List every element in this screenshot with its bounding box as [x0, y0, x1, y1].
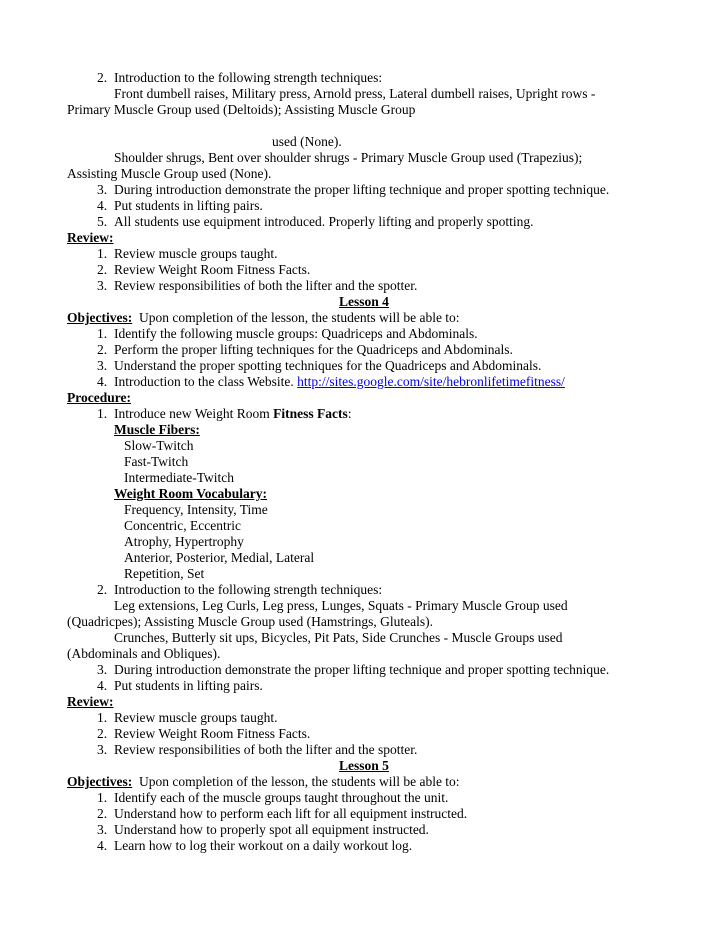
- list-number: 3.: [97, 742, 108, 757]
- list-item-text: Review Weight Room Fitness Facts.: [114, 726, 311, 741]
- lesson-title: Lesson 5: [339, 758, 389, 773]
- list-item-text: Understand the proper spotting techniques for the Quadriceps and Abdominals.: [114, 358, 542, 373]
- section-heading-procedure: Procedure:: [67, 390, 131, 405]
- paragraph-line: (Quadricpes); Assisting Muscle Group used (Hamstrings, Gluteals).: [67, 614, 433, 629]
- muscle-fiber-item: Slow-Twitch: [124, 438, 194, 453]
- list-item-text: During introduction demonstrate the proper lifting technique and proper spotting technique.: [114, 182, 610, 197]
- list-item-text: Review responsibilities of both the lifter and the spotter.: [114, 742, 418, 757]
- fitness-facts-label: Fitness Facts: [273, 406, 348, 421]
- list-item-text: Identify each of the muscle groups taught throughout the unit.: [114, 790, 449, 805]
- list-number: 3.: [97, 822, 108, 837]
- website-link[interactable]: http://sites.google.com/site/hebronlifetimefitness/: [297, 374, 565, 389]
- paragraph-line: Leg extensions, Leg Curls, Leg press, Lunges, Squats - Primary Muscle Group used: [114, 598, 568, 613]
- objectives-intro: Upon completion of the lesson, the students will be able to:: [138, 310, 460, 325]
- paragraph-line: (Abdominals and Obliques).: [67, 646, 221, 661]
- vocab-item: Atrophy, Hypertrophy: [124, 534, 244, 549]
- colon: :: [347, 406, 352, 421]
- list-number: 3.: [97, 662, 108, 677]
- list-number: 4.: [97, 838, 108, 853]
- list-number: 1.: [97, 406, 108, 421]
- list-item-text: All students use equipment introduced. Properly lifting and properly spotting.: [114, 214, 534, 229]
- list-number: 4.: [97, 678, 108, 693]
- list-item-text: [114, 406, 352, 422]
- list-item-text: Put students in lifting pairs.: [114, 678, 263, 693]
- objectives-line: [67, 310, 460, 326]
- list-item-text: Learn how to log their workout on a daily workout log.: [114, 838, 413, 853]
- list-item-text: Review muscle groups taught.: [114, 246, 278, 261]
- list-number: 1.: [97, 246, 108, 261]
- muscle-fiber-item: Intermediate-Twitch: [124, 470, 235, 485]
- objectives-label: Objectives:: [67, 310, 133, 325]
- paragraph-line: Shoulder shrugs, Bent over shoulder shrugs - Primary Muscle Group used (Trapezius);: [114, 150, 583, 165]
- paragraph-line: used (None).: [272, 134, 342, 149]
- muscle-fiber-item: Fast-Twitch: [124, 454, 189, 469]
- list-number: 1.: [97, 710, 108, 725]
- vocab-item: Anterior, Posterior, Medial, Lateral: [124, 550, 315, 565]
- objectives-intro: Upon completion of the lesson, the students will be able to:: [138, 774, 460, 789]
- subheading-muscle-fibers: Muscle Fibers:: [114, 422, 200, 437]
- list-number: 3.: [97, 278, 108, 293]
- section-heading-review: Review:: [67, 230, 114, 245]
- list-item-text: Review Weight Room Fitness Facts.: [114, 262, 311, 277]
- paragraph-line: Primary Muscle Group used (Deltoids); Assisting Muscle Group: [67, 102, 416, 117]
- list-number: 3.: [97, 182, 108, 197]
- paragraph-line: Crunches, Butterly sit ups, Bicycles, Pit Pats, Side Crunches - Muscle Groups used: [114, 630, 563, 645]
- list-number: 4.: [97, 198, 108, 213]
- list-item-text: Understand how to properly spot all equipment instructed.: [114, 822, 429, 837]
- website-intro-text: Introduction to the class Website.: [114, 374, 298, 389]
- list-item-text: Understand how to perform each lift for all equipment instructed.: [114, 806, 468, 821]
- list-item-text: Review responsibilities of both the lifter and the spotter.: [114, 278, 418, 293]
- list-item-text: Review muscle groups taught.: [114, 710, 278, 725]
- list-item-text: Introduction to the following strength techniques:: [114, 70, 383, 85]
- list-number: 2.: [97, 262, 108, 277]
- lesson-title: Lesson 4: [339, 294, 389, 309]
- list-number: 4.: [97, 374, 108, 389]
- list-item-text: [114, 374, 565, 390]
- list-item-text: During introduction demonstrate the proper lifting technique and proper spotting technique.: [114, 662, 610, 677]
- section-heading-review: Review:: [67, 694, 114, 709]
- list-item-text: Introduction to the following strength techniques:: [114, 582, 383, 597]
- list-number: 1.: [97, 326, 108, 341]
- vocab-item: Concentric, Eccentric: [124, 518, 241, 533]
- list-number: 1.: [97, 790, 108, 805]
- list-number: 2.: [97, 70, 108, 85]
- objectives-line: [67, 774, 460, 790]
- proc-intro-text: Introduce new Weight Room: [114, 406, 274, 421]
- list-number: 2.: [97, 726, 108, 741]
- paragraph-line: Front dumbell raises, Military press, Arnold press, Lateral dumbell raises, Upright rows -: [114, 86, 596, 101]
- list-number: 2.: [97, 582, 108, 597]
- vocab-item: Repetition, Set: [124, 566, 205, 581]
- paragraph-line: Assisting Muscle Group used (None).: [67, 166, 272, 181]
- vocab-item: Frequency, Intensity, Time: [124, 502, 268, 517]
- objectives-label: Objectives:: [67, 774, 133, 789]
- list-number: 5.: [97, 214, 108, 229]
- list-item-text: Identify the following muscle groups: Quadriceps and Abdominals.: [114, 326, 478, 341]
- list-number: 2.: [97, 806, 108, 821]
- list-number: 3.: [97, 358, 108, 373]
- list-item-text: Perform the proper lifting techniques for the Quadriceps and Abdominals.: [114, 342, 513, 357]
- subheading-vocabulary: Weight Room Vocabulary:: [114, 486, 268, 501]
- list-number: 2.: [97, 342, 108, 357]
- list-item-text: Put students in lifting pairs.: [114, 198, 263, 213]
